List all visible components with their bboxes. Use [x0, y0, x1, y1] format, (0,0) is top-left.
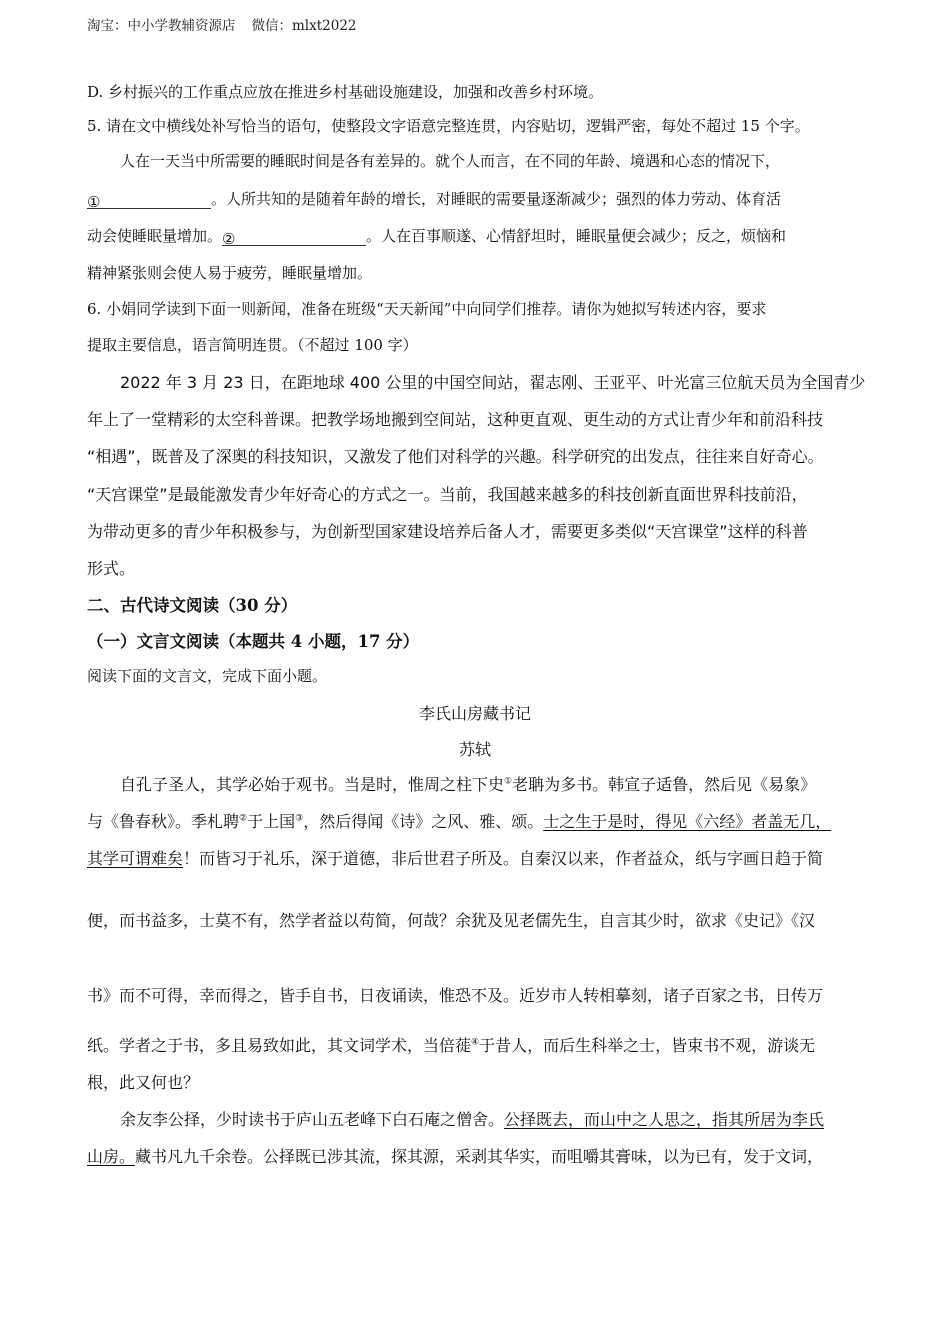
question-5-prompt: 5. 请在文中横线处补写恰当的语句，使整段文字语意完整连贯，内容贴切，逻辑严密，每处不超过 15 个字。 [87, 117, 810, 135]
p2-l1-a: 余友李公择，少时读书于庐山五老峰下白石庵之僧舍。 [120, 1110, 505, 1129]
p1-l2-c: ，然后得闻《诗》之风、雅、颂。 [303, 812, 544, 831]
news-line-6: 形式。 [87, 559, 136, 578]
q5-line-4: 精神紧张则会使人易于疲劳，睡眠量增加。 [87, 264, 373, 282]
news-line-3: “相遇”，既普及了深奥的科技知识，又激发了他们对科学的兴趣。科学研究的出发点，往往来自好奇心。 [87, 447, 824, 466]
p1-l2-b: 于上国 [247, 812, 296, 831]
news-line-4: “天宫课堂”是最能激发青少年好奇心的方式之一。当前，我国越来越多的科技创新直面世界科技前沿， [87, 485, 808, 504]
passage-p1-line-6 [87, 1033, 815, 1056]
p1-l6-a: 纸。学者之于书，多且易致如此，其文词学术，当倍蓰 [87, 1036, 472, 1055]
p1-l6-b: 于昔人，而后生科举之士，皆束书不观，游谈无 [479, 1036, 816, 1055]
passage-p1-line-2 [87, 809, 831, 832]
q5-line-2 [87, 189, 781, 209]
answer-blank-1[interactable] [87, 192, 211, 209]
underlined-sentence-2a: 公择既去，而山中之人思之，指其所居为李氏 [504, 1110, 825, 1129]
question-6-prompt-2: 提取主要信息，语言简明连贯。（不超过 100 字） [87, 336, 418, 354]
header-shop: 淘宝：中小学教辅资源店 [87, 18, 236, 34]
option-d: D. 乡村振兴的工作重点应放在推进乡村基础设施建设，加强和改善乡村环境。 [87, 83, 604, 101]
q5-line-2-text: 。人所共知的是随着年龄的增长，对睡眠的需要量逐渐减少；强烈的体力劳动、体育活 [211, 190, 782, 208]
p1-l3-b: ！而皆习于礼乐，深于道德，非后世君子所及。自秦汉以来，作者益众，纸与字画日趋于简 [183, 849, 824, 868]
footnote-1: ① [504, 776, 513, 787]
passage-p2-line-1 [120, 1107, 824, 1130]
p1-l2-a: 与《鲁春秋》。季札聘 [87, 812, 240, 831]
passage-p1-line-3 [87, 846, 823, 869]
q5-line-3 [87, 226, 786, 246]
header-wechat: 微信：mlxt2022 [251, 18, 357, 34]
news-line-1: 2022 年 3 月 23 日，在距地球 400 公里的中国空间站，翟志刚、王亚平、叶光富三位航天员为全国青少 [120, 373, 866, 392]
passage-p1-line-1 [120, 772, 816, 795]
passage-p1-line-5: 书》而不可得，幸而得之，皆手自书，日夜诵读，惟恐不及。近岁市人转相摹刻，诸子百家之书，日传万 [87, 986, 824, 1005]
answer-blank-2[interactable] [222, 229, 366, 246]
p1-l1-b: 老聃为多书。韩宣子适鲁，然后见《易象》 [512, 775, 817, 794]
text-author: 苏轼 [458, 740, 491, 759]
page-header [87, 14, 357, 34]
p1-l1-a: 自孔子圣人，其学必始于观书。当是时，惟周之柱下史 [120, 775, 505, 794]
passage-p1-line-7: 根，此又何也？ [87, 1073, 200, 1092]
footnote-2: ② [239, 813, 248, 824]
footnote-3: ③ [295, 813, 304, 824]
passage-p1-line-4: 便，而书益多，士莫不有，然学者益以苟简，何哉？余犹及见老儒先生，自言其少时，欲求《史记》《汉 [87, 911, 816, 930]
passage-p2-line-2 [87, 1144, 823, 1167]
blank-1-mark: ① [87, 193, 101, 211]
question-6-prompt-1: 6. 小娟同学读到下面一则新闻，准备在班级“天天新闻”中向同学们推荐。请你为她拟写转述内容，要求 [87, 300, 767, 318]
p2-l2-b: 藏书凡九千余卷。公择既已涉其流，探其源，采剥其华实，而咀嚼其膏味，以为已有，发于文词， [135, 1147, 824, 1166]
blank-2-mark: ② [222, 230, 236, 248]
q5-line-1: 人在一天当中所需要的睡眠时间是各有差异的。就个人而言，在不同的年龄、境遇和心态的情况下， [120, 152, 781, 170]
text-title: 李氏山房藏书记 [418, 704, 531, 723]
underlined-sentence-1b: 其学可谓难矣 [87, 849, 184, 868]
news-line-5: 为带动更多的青少年积极参与，为创新型国家建设培养后备人才，需要更多类似“天宫课堂”这样的科普 [87, 522, 808, 541]
news-line-2: 年上了一堂精彩的太空科普课。把教学场地搬到空间站，这种更直观、更生动的方式让青少年和前沿科技 [87, 410, 824, 429]
underlined-sentence-2b: 山房。 [87, 1147, 136, 1166]
q5-line-3-text-b: 。人在百事顺遂、心情舒坦时，睡眠量便会减少；反之，烦恼和 [366, 227, 787, 245]
reading-instruction: 阅读下面的文言文，完成下面小题。 [87, 667, 328, 685]
underlined-sentence-1a: 士之生于是时，得见《六经》者盖无几， [543, 812, 832, 831]
section-2-title: 二、古代诗文阅读（30 分） [87, 596, 298, 615]
q5-line-3-text-a: 动会使睡眠量增加。 [87, 227, 223, 245]
footnote-4: ④ [471, 1037, 480, 1048]
section-2-subtitle: （一）文言文阅读（本题共 4 小题，17 分） [87, 632, 420, 651]
